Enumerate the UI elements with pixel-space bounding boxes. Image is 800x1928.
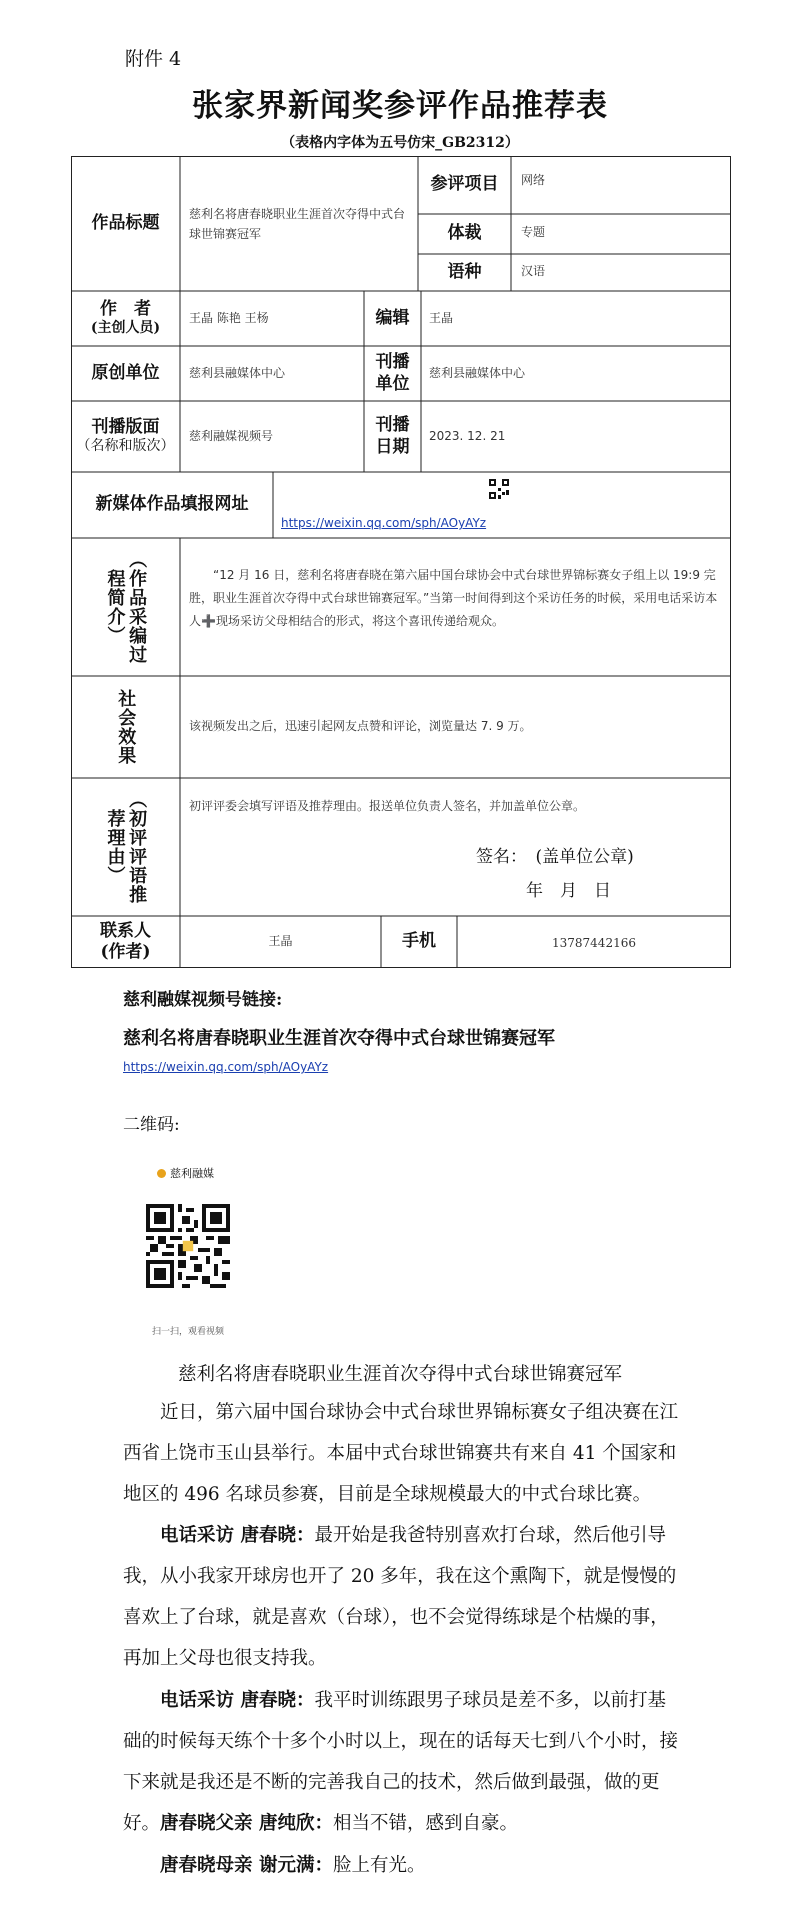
effect-label: 社会效果 (115, 689, 137, 765)
sign-text: 签名： (盖单位公章) (476, 847, 634, 867)
title-value: 慈利名将唐春晓职业生涯首次夺得中式台球世锦赛冠军 (189, 207, 406, 242)
review-label-cell (71, 778, 180, 916)
page-sub-label: （名称和版次） (76, 438, 175, 455)
qr-code-small-icon (488, 478, 510, 500)
contact-value: 王晶 (268, 934, 293, 948)
date-label: 刊播日期 (375, 415, 410, 457)
speaker-label: 唐春晓母亲 谢元满： (160, 1855, 333, 1876)
speaker-label: 电话采访 唐春晓： (160, 1525, 315, 1546)
qr-brand-row (157, 1165, 214, 1181)
phone-value: 13787442166 (552, 936, 636, 950)
title-label: 作品标题 (91, 212, 160, 233)
attachment-label: 附件 4 (125, 48, 182, 70)
recommendation-form (71, 156, 731, 968)
article-paragraph-2 (123, 1515, 680, 1679)
page-label-cell (71, 401, 180, 472)
effect-label-cell (71, 676, 180, 778)
paragraph-text: 我平时训练跟男子球员是差不多，以前打基础的时候每天练个十多个小时以上，现在的话每天七到八个小时，接下来就是我还是不断的完善我自己的技术，然后做到最强，做的更好。 (123, 1690, 679, 1834)
unit-label: 原创单位 (91, 362, 160, 383)
qr-caption: 扫一扫，观看视频 (152, 1327, 225, 1337)
contact-sub-label: (作者) (100, 942, 151, 962)
author-label: 作 者 (100, 299, 151, 320)
effect-value: 该视频发出之后，迅速引起网友点赞和评论，浏览量达 7. 9 万。 (189, 719, 532, 733)
article-title: 慈利名将唐春晓职业生涯首次夺得中式台球世锦赛冠军 (177, 1364, 622, 1385)
genre-label: 体裁 (447, 223, 482, 244)
page-title: 张家界新闻奖参评作品推荐表 (192, 88, 608, 124)
author-value: 王晶 陈艳 王杨 (189, 311, 269, 325)
video-link[interactable]: https://weixin.qq.com/sph/AOyAYz (123, 1060, 329, 1074)
editor-label: 编辑 (375, 307, 410, 328)
genre-value: 专题 (521, 225, 546, 239)
page-label: 刊播版面 (91, 417, 160, 438)
category-value: 网络 (521, 173, 546, 187)
url-label: 新媒体作品填报网址 (95, 494, 249, 515)
article-paragraph-4 (123, 1803, 680, 1844)
paragraph-text: 相当不错，感到自豪。 (332, 1813, 518, 1834)
process-label: （作品采编过程简介） (104, 550, 148, 664)
brand-logo-icon (157, 1169, 166, 1178)
category-label: 参评项目 (430, 174, 499, 195)
qr-brand: 慈利融媒 (170, 1167, 214, 1180)
article-paragraph-1: 近日，第六届中国台球协会中式台球世界锦标赛女子组决赛在江西省上饶市玉山县举行。本届中式台球世锦赛共有来自 41 个国家和地区的 496 名球员参赛，目前是全球规模最大的中式台球比赛。 (123, 1402, 679, 1505)
publish-unit-value: 慈利县融媒体中心 (429, 366, 526, 380)
contact-label: 联系人 (100, 920, 151, 941)
process-value: “12 月 16 日，慈利名将唐春晓在第六届中国台球协会中式台球世界锦标赛女子组上以 19:9 完胜，职业生涯首次夺得中式台球世锦赛冠军。”当第一时间得到这个采访任务的时候，采用电话采访本人➕现场采访父母相结合的形式，将这个喜讯传递给观众。 (189, 568, 718, 628)
paragraph-text: 最开始是我爸特别喜欢打台球，然后他引导我，从小我家开球房也开了 20 多年，我在这个熏陶下，就是慢慢的喜欢上了台球，就是喜欢（台球），也不会觉得练球是个枯燥的事，再加上父母也很支持我。 (123, 1525, 677, 1669)
date-placeholder: 年 月 日 (526, 881, 611, 901)
page-value: 慈利融媒视频号 (189, 429, 274, 443)
paragraph-text: 脸上有光。 (332, 1855, 426, 1876)
publish-unit-label: 刊播单位 (375, 352, 410, 394)
review-value: 初评评委会填写评语及推荐理由。报送单位负责人签名，并加盖单位公章。 (189, 799, 586, 813)
speaker-label: 电话采访 唐春晓： (160, 1690, 315, 1711)
process-label-cell (71, 538, 180, 676)
work-url-link[interactable]: https://weixin.qq.com/sph/AOyAYz (281, 516, 487, 530)
phone-label: 手机 (402, 931, 436, 952)
article-paragraph-5 (123, 1845, 680, 1886)
date-value: 2023. 12. 21 (429, 429, 506, 443)
speaker-label: 唐春晓父亲 唐纯欣： (160, 1813, 333, 1834)
author-label-cell (71, 291, 180, 346)
link-heading: 慈利融媒视频号链接: (123, 990, 283, 1010)
language-label: 语种 (447, 261, 482, 282)
font-note: （表格内字体为五号仿宋_GB2312） (281, 135, 519, 151)
author-sub-label: (主创人员) (90, 320, 161, 337)
link-title: 慈利名将唐春晓职业生涯首次夺得中式台球世锦赛冠军 (123, 1028, 555, 1049)
editor-value: 王晶 (429, 311, 454, 325)
unit-value: 慈利县融媒体中心 (189, 366, 286, 380)
language-value: 汉语 (521, 264, 546, 278)
contact-label-cell (71, 916, 180, 968)
qr-code-icon (146, 1204, 230, 1288)
review-label: （初评评语推荐理由） (104, 790, 148, 904)
qr-heading: 二维码: (123, 1115, 180, 1135)
